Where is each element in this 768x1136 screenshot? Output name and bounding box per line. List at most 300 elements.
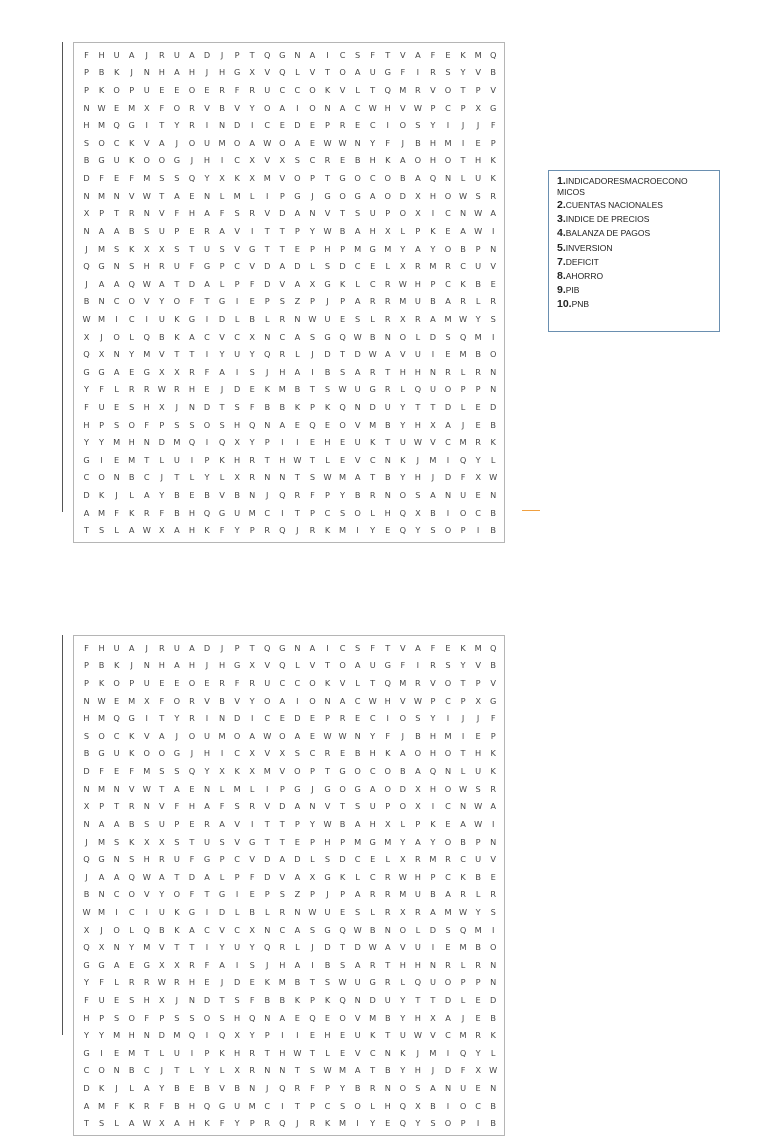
grid-letter: L [460,959,466,970]
grid-letter: T [83,1118,89,1129]
grid-letter: J [401,730,405,741]
word-number: 3. [557,213,566,226]
grid-letter: Q [264,49,271,60]
grid-letter: O [339,660,346,671]
grid-letter: R [445,854,451,865]
grid-letter: C [475,1100,481,1111]
grid-letter: K [490,155,496,166]
grid-letter: Y [174,713,180,724]
grid-letter: L [264,313,270,324]
grid-letter: B [234,1083,240,1094]
grid-letter: W [293,454,302,465]
grid-letter: P [475,384,481,395]
grid-letter: M [233,190,241,201]
grid-letter: O [384,190,391,201]
grid-letter: J [311,349,314,360]
grid-letter: A [354,67,361,78]
grid-letter: P [84,660,89,671]
grid-letter: W [398,871,407,882]
grid-letter: A [279,419,286,430]
grid-letter: A [400,748,406,759]
grid-letter: X [234,1030,240,1041]
grid-letter: M [143,173,151,184]
grid-letter: B [294,977,301,988]
grid-letter: B [83,296,90,307]
grid-letter: I [296,1030,299,1041]
grid-letter: F [249,994,255,1005]
grid-letter: Y [234,525,240,536]
grid-row [80,727,500,745]
grid-letter: B [430,296,436,307]
grid-letter: N [264,472,271,483]
grid-letter: O [203,1012,211,1023]
grid-letter: E [204,678,210,689]
grid-letter: M [98,243,106,254]
grid-letter: T [430,994,436,1005]
grid-letter: D [158,1030,165,1041]
grid-letter: A [309,49,316,60]
grid-letter: O [173,889,181,900]
grid-letter: A [159,278,165,289]
grid-letter: A [445,889,451,900]
grid-letter: Q [218,1030,226,1041]
grid-letter: A [113,959,120,970]
grid-letter: N [83,190,90,201]
grid-letter: N [294,642,301,653]
grid-letter: M [113,437,121,448]
grid-letter: V [430,1030,436,1041]
grid-letter: X [234,437,240,448]
grid-letter: E [339,454,346,465]
grid-letter: U [354,1030,361,1041]
grid-letter: B [354,490,361,501]
grid-letter: H [128,437,135,448]
grid-letter: V [339,85,346,96]
grid-letter: A [339,102,346,113]
grid-letter: S [174,243,180,254]
grid-letter: A [445,296,451,307]
grid-letter: V [219,924,225,935]
grid-letter: O [354,173,361,184]
grid-letter: B [249,313,255,324]
grid-letter: X [159,959,165,970]
grid-letter: U [475,854,482,865]
grid-letter: E [490,278,496,289]
grid-letter: S [445,67,451,78]
grid-letter: J [461,120,465,131]
grid-letter: F [370,49,376,60]
grid-letter: K [324,1118,331,1129]
grid-letter: L [385,854,391,865]
grid-letter: D [429,331,437,342]
grid-letter: G [294,783,301,794]
grid-letter: L [114,977,119,988]
grid-letter: E [355,713,361,724]
grid-letter: W [474,208,483,219]
grid-letter: E [159,85,165,96]
grid-letter: Y [249,349,255,360]
grid-letter: B [490,1118,496,1129]
grid-letter: A [249,137,255,148]
grid-letter: R [384,384,391,395]
grid-letter: A [174,190,180,201]
grid-letter: Y [99,1030,105,1041]
grid-letter: O [444,977,452,988]
grid-letter: E [475,137,481,148]
grid-letter: D [188,871,196,882]
grid-letter: C [339,49,346,60]
grid-letter: T [309,977,315,988]
grid-letter: I [250,225,254,236]
grid-letter: L [249,190,255,201]
grid-letter: U [369,660,376,671]
grid-letter: K [129,836,135,847]
grid-letter: J [266,1083,269,1094]
grid-letter: K [129,730,135,741]
grid-letter: G [384,67,391,78]
grid-letter: I [205,313,209,324]
grid-letter: D [399,783,406,794]
grid-letter: O [158,748,166,759]
grid-letter: G [203,854,211,865]
grid-letter: H [218,67,226,78]
grid-letter: N [279,472,286,483]
grid-letter: O [309,678,316,689]
grid-letter: F [490,713,496,724]
grid-letter: P [475,678,481,689]
grid-letter: J [266,490,269,501]
grid-letter: L [355,871,360,882]
grid-letter: Y [370,1118,376,1129]
grid-letter: L [234,313,240,324]
grid-letter: Q [489,642,497,653]
grid-letter: N [490,836,497,847]
grid-letter: T [370,85,376,96]
word-search-grid [73,42,505,543]
grid-letter: M [339,472,347,483]
grid-letter: J [85,278,88,289]
grid-letter: T [114,801,120,812]
grid-letter: M [399,85,407,96]
grid-letter: S [98,1118,105,1129]
grid-letter: B [83,748,90,759]
grid-letter: J [296,1118,299,1129]
grid-letter: O [113,85,120,96]
grid-letter: G [384,660,391,671]
grid-letter: B [430,1100,436,1111]
grid-row [80,745,500,763]
grid-letter: C [234,261,240,272]
grid-letter: T [249,49,255,60]
grid-letter: O [188,730,196,741]
grid-letter: C [264,713,271,724]
grid-letter: X [415,507,421,518]
word-number: 1. [557,175,566,187]
grid-letter: D [339,854,346,865]
grid-letter: K [324,994,331,1005]
grid-letter: V [490,678,496,689]
grid-letter: I [431,208,435,219]
grid-letter: R [158,642,165,653]
grid-letter: A [415,642,421,653]
grid-row [80,833,500,851]
grid-letter: R [490,889,497,900]
grid-letter: D [324,942,331,953]
grid-row [80,486,500,504]
grid-letter: C [324,1100,331,1111]
grid-letter: N [384,331,391,342]
grid-letter: U [429,977,436,988]
grid-letter: E [114,1047,120,1058]
grid-letter: R [369,889,376,900]
grid-letter: O [444,678,452,689]
grid-letter: H [234,1047,241,1058]
grid-row [80,709,500,727]
grid-letter: L [460,766,466,777]
grid-letter: V [159,349,165,360]
grid-letter: A [294,331,301,342]
grid-letter: B [279,401,286,412]
grid-letter: S [144,225,150,236]
grid-letter: S [339,366,346,377]
grid-letter: Q [279,1083,286,1094]
grid-letter: P [84,85,89,96]
grid-letter: T [279,836,285,847]
grid-letter: J [145,642,148,653]
grid-letter: R [204,818,210,829]
grid-letter: F [159,695,165,706]
grid-letter: V [279,766,286,777]
grid-letter: S [430,525,436,536]
grid-letter: D [158,437,165,448]
grid-letter: A [83,507,90,518]
grid-letter: E [490,871,496,882]
word-text: INDICADORESMACROECONO [565,176,688,186]
grid-letter: G [490,102,497,113]
grid-letter: A [113,366,120,377]
grid-letter: B [83,889,90,900]
grid-letter: G [98,261,105,272]
grid-letter: G [173,748,181,759]
grid-letter: R [158,49,165,60]
grid-letter: M [218,137,226,148]
word-list-item [557,226,713,240]
grid-letter: A [98,818,105,829]
grid-letter: O [173,102,181,113]
grid-letter: M [98,120,106,131]
grid-letter: R [128,801,135,812]
grid-letter: W [263,137,272,148]
grid-letter: C [113,137,120,148]
grid-letter: H [429,190,437,201]
grid-letter: B [475,871,481,882]
grid-letter: L [219,472,225,483]
grid-letter: S [415,490,421,501]
grid-letter: T [279,243,285,254]
grid-letter: B [384,1065,391,1076]
grid-letter: O [354,1100,361,1111]
grid-letter: T [460,678,466,689]
grid-letter: H [414,1012,421,1023]
grid-letter: O [399,1083,407,1094]
grid-letter: E [204,977,210,988]
grid-letter: I [115,906,118,917]
grid-letter: S [415,1083,421,1094]
grid-letter: L [415,924,421,935]
grid-letter: A [430,906,436,917]
grid-letter: C [445,871,451,882]
grid-letter: E [339,748,346,759]
grid-letter: S [189,1012,195,1023]
grid-letter: A [490,801,496,812]
grid-letter: H [384,695,391,706]
grid-letter: D [444,1065,452,1076]
grid-letter: N [309,801,316,812]
grid-letter: X [143,102,150,113]
grid-letter: U [204,137,210,148]
grid-row [80,433,500,451]
grid-letter: K [339,871,346,882]
grid-letter: B [128,818,135,829]
grid-letter: U [475,766,482,777]
grid-letter: C [309,155,316,166]
grid-letter: X [249,748,255,759]
grid-letter: K [324,85,331,96]
grid-letter: C [264,1100,271,1111]
grid-letter: L [415,331,421,342]
grid-letter: F [460,1065,466,1076]
grid-letter: J [326,296,329,307]
grid-letter: R [339,120,346,131]
grid-letter: B [354,1083,361,1094]
grid-letter: T [294,472,300,483]
grid-letter: O [399,490,407,501]
grid-letter: B [159,924,165,935]
grid-letter: Y [430,243,436,254]
grid-letter: D [324,349,331,360]
grid-letter: W [157,977,166,988]
grid-letter: O [98,730,105,741]
grid-row [80,310,500,328]
grid-row [80,81,500,99]
grid-row [80,46,500,64]
grid-letter: Y [340,490,346,501]
grid-letter: P [174,818,180,829]
grid-letter: Y [204,472,210,483]
grid-letter: R [369,490,376,501]
grid-letter: M [128,1047,136,1058]
grid-letter: Y [475,906,481,917]
grid-letter: L [295,660,300,671]
grid-letter: P [460,977,466,988]
grid-letter: B [490,525,496,536]
grid-letter: V [354,419,361,430]
grid-letter: Y [370,525,376,536]
grid-letter: C [369,1047,376,1058]
grid-letter: C [143,472,150,483]
grid-letter: W [323,1065,332,1076]
grid-letter: R [384,977,391,988]
grid-letter: A [430,313,436,324]
grid-letter: O [188,85,196,96]
grid-letter: T [370,1065,376,1076]
grid-letter: U [173,49,180,60]
grid-letter: A [415,173,421,184]
grid-letter: Q [399,1100,407,1111]
grid-letter: H [414,1065,421,1076]
grid-letter: Q [279,525,286,536]
grid-letter: U [113,49,120,60]
grid-letter: I [281,507,284,518]
grid-letter: K [490,1030,496,1041]
grid-letter: O [399,924,407,935]
grid-letter: E [385,525,391,536]
grid-letter: I [250,120,254,131]
grid-letter: P [460,695,466,706]
word-list-item [557,241,713,255]
grid-letter: O [113,924,120,935]
grid-letter: N [83,102,90,113]
grid-letter: F [249,871,255,882]
grid-letter: T [159,120,165,131]
grid-letter: C [113,730,120,741]
grid-letter: L [219,783,225,794]
grid-letter: T [83,525,89,536]
grid-letter: Y [204,173,210,184]
grid-letter: J [175,730,179,741]
grid-letter: H [188,525,196,536]
grid-letter: R [294,1083,301,1094]
grid-letter: U [234,349,241,360]
grid-letter: T [385,959,391,970]
grid-letter: M [339,1065,347,1076]
grid-letter: A [279,1012,286,1023]
grid-letter: L [189,1065,195,1076]
grid-letter: F [189,889,195,900]
grid-letter: S [445,924,451,935]
grid-letter: E [114,102,120,113]
grid-letter: Q [203,507,211,518]
grid-letter: Y [83,977,89,988]
grid-letter: E [445,225,451,236]
grid-letter: N [113,349,120,360]
grid-letter: W [459,906,468,917]
grid-letter: P [309,173,315,184]
grid-letter: J [296,525,299,536]
grid-letter: O [113,331,120,342]
grid-letter: C [128,906,135,917]
grid-letter: C [369,766,376,777]
grid-letter: I [326,642,329,653]
grid-letter: K [460,49,466,60]
grid-letter: X [98,942,105,953]
grid-row [80,1009,500,1027]
grid-letter: N [490,384,497,395]
grid-letter: Y [83,437,89,448]
grid-letter: T [264,225,270,236]
grid-letter: P [84,67,89,78]
grid-letter: A [219,818,225,829]
grid-letter: K [324,401,331,412]
grid-letter: N [219,120,226,131]
grid-letter: L [264,906,270,917]
grid-letter: T [294,1100,300,1111]
grid-letter: R [369,1083,376,1094]
grid-letter: L [310,261,315,272]
grid-row [80,956,500,974]
grid-letter: D [294,854,301,865]
grid-letter: O [444,1118,452,1129]
